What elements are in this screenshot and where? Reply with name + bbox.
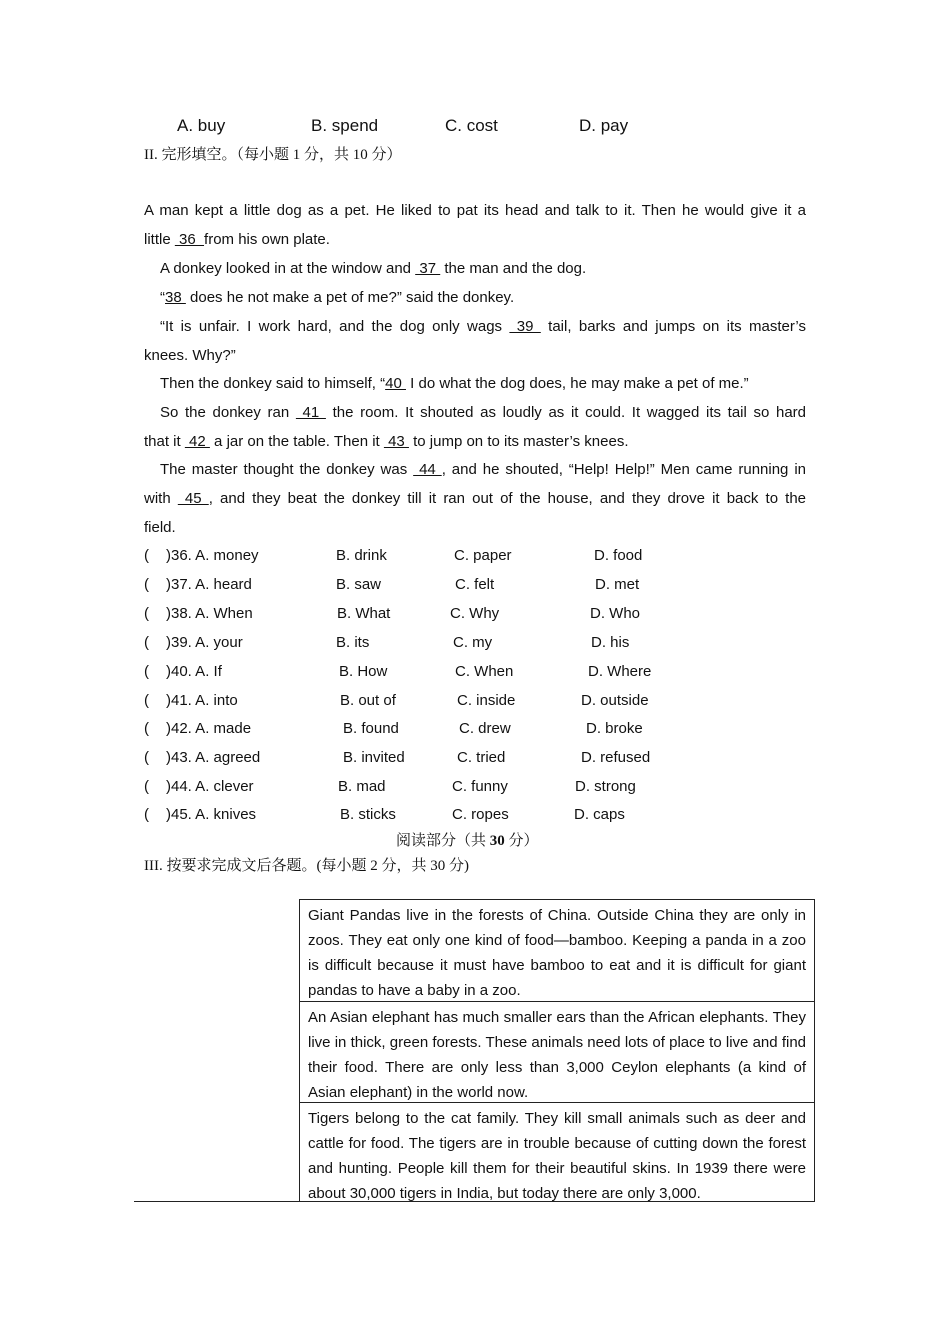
text: to jump on to its master’s knees. — [408, 432, 629, 450]
text: 分） — [504, 833, 539, 849]
table-cell-elephant: An Asian elephant has much smaller ears than the African elephants. They live in thick, green forests. These animals need lots of place to live and find their food. There are only less than 3,000 Ceylon elephants (a kind of Asian elephant) in the world now. — [299, 1001, 815, 1103]
section-3-heading: III. 按要求完成文后各题。(每小题 2 分，共 30 分) — [144, 858, 469, 874]
question-option-c[interactable]: C. ropes — [452, 806, 509, 823]
answer-paren[interactable]: ( — [144, 749, 149, 766]
paragraph-7-line-1 — [144, 456, 806, 485]
paragraph-4 — [144, 313, 806, 371]
blank-38[interactable]: 38 — [165, 289, 186, 306]
answer-paren[interactable]: ( — [144, 778, 149, 795]
text: does he not make a pet of me?” said the donkey. — [185, 289, 515, 306]
answer-paren[interactable]: ( — [144, 605, 149, 622]
question-option-c[interactable]: C. felt — [455, 576, 495, 593]
question-row — [144, 720, 806, 742]
option-c[interactable]: C. cost — [445, 116, 498, 135]
blank-43[interactable]: 43 — [383, 432, 409, 450]
question-option-d[interactable]: D. food — [594, 547, 643, 564]
question-option-a[interactable]: )38. A. When — [166, 605, 253, 622]
answer-paren[interactable]: ( — [144, 663, 149, 680]
answer-paren[interactable]: ( — [144, 806, 149, 823]
question-option-a[interactable]: )41. A. into — [166, 692, 238, 709]
paragraph-7-line-3: field. — [144, 518, 176, 536]
question-option-b[interactable]: B. sticks — [340, 806, 396, 823]
text: the man and the dog. — [440, 260, 587, 277]
question-row — [144, 634, 806, 656]
question-row — [144, 605, 806, 627]
option-b[interactable]: B. spend — [311, 116, 379, 135]
paragraph-5 — [144, 370, 806, 399]
question-option-c[interactable]: C. funny — [452, 778, 508, 795]
table-bottom-rule — [134, 1201, 300, 1202]
paragraph-4-line-2: knees. Why?” — [144, 346, 236, 364]
paragraph-7 — [144, 456, 806, 542]
question-option-c[interactable]: C. Why — [450, 605, 500, 622]
question-option-c[interactable]: C. When — [455, 663, 514, 680]
answer-paren[interactable]: ( — [144, 547, 149, 564]
text: a jar on the table. Then it — [209, 432, 384, 450]
question-option-b[interactable]: B. its — [336, 634, 370, 651]
paragraph-1 — [144, 197, 806, 255]
text: that it — [144, 432, 185, 450]
question-row — [144, 806, 806, 828]
question-option-d[interactable]: D. caps — [574, 806, 625, 823]
blank-42[interactable]: 42 — [184, 432, 210, 450]
paragraph-6-line-1 — [144, 399, 806, 428]
text: with — [144, 489, 178, 507]
question-option-d[interactable]: D. Who — [590, 605, 641, 622]
question-row — [144, 576, 806, 598]
blank-44[interactable]: 44 — [413, 461, 442, 478]
question-option-a[interactable]: )42. A. made — [166, 720, 252, 737]
table-cell-tiger: Tigers belong to the cat family. They kill small animals such as deer and cattle for food. The tigers are in trouble because of cutting down the forest and hunting. People kill them for their beautiful skins. In 1939 there were about 30,000 tigers in India, but today there are only 3,000. — [299, 1102, 815, 1202]
text: So the donkey ran — [160, 404, 296, 421]
text: The master thought the donkey was — [160, 461, 414, 478]
answer-paren[interactable]: ( — [144, 634, 149, 651]
blank-45[interactable]: 45 — [177, 489, 209, 507]
text: tail, barks and jumps on its master’s — [540, 318, 806, 335]
paragraph-6-line-2 — [144, 428, 806, 457]
question-option-b[interactable]: B. saw — [336, 576, 382, 593]
text: “It is unfair. I work hard, and the dog only wags — [160, 318, 510, 335]
question-option-a[interactable]: )37. A. heard — [166, 576, 252, 593]
reading-section-title — [396, 829, 539, 850]
table-cell-panda: Giant Pandas live in the forests of China. Outside China they are only in zoos. They eat only one kind of food—bamboo. Keeping a panda in a zoo is difficult because it must have bamboo to eat and it is difficult for giant pandas to have a baby in a zoo. — [299, 899, 815, 1002]
text: I do what the dog does, he may make a pet of me.” — [405, 375, 749, 392]
question-option-a[interactable]: )43. A. agreed — [166, 749, 261, 766]
answer-paren[interactable]: ( — [144, 576, 149, 593]
question-option-c[interactable]: C. inside — [457, 692, 516, 709]
blank-37[interactable]: 37 — [415, 260, 441, 277]
question-option-d[interactable]: D. his — [591, 634, 630, 651]
question-option-c[interactable]: C. drew — [459, 720, 511, 737]
text: 30 — [489, 833, 505, 849]
question-option-b[interactable]: B. How — [339, 663, 388, 680]
text: A donkey looked in at the window and — [160, 260, 416, 277]
blank-36[interactable]: 36 — [174, 230, 205, 248]
question-row — [144, 547, 806, 569]
question-option-b[interactable]: B. invited — [343, 749, 405, 766]
option-a[interactable]: A. buy — [177, 116, 226, 135]
text: , and he shouted, “Help! Help!” Men came running in — [441, 461, 806, 478]
option-d[interactable]: D. pay — [579, 116, 629, 135]
paragraph-1-line-1: A man kept a little dog as a pet. He liked to pat its head and talk to it. Then he would give it a — [144, 202, 806, 219]
question-option-d[interactable]: D. refused — [581, 749, 651, 766]
question-row — [144, 778, 806, 800]
text: 阅读部分（共 — [396, 833, 490, 849]
paragraph-2 — [144, 255, 806, 284]
paragraph-1-line-2 — [144, 226, 806, 255]
blank-39[interactable]: 39 — [509, 318, 541, 335]
question-row — [144, 749, 806, 771]
question-option-b[interactable]: B. found — [343, 720, 399, 737]
paragraph-3 — [144, 284, 806, 313]
answer-paren[interactable]: ( — [144, 720, 149, 737]
paragraph-6 — [144, 399, 806, 457]
question-option-a[interactable]: )45. A. knives — [166, 806, 257, 823]
text: “ — [160, 289, 165, 306]
question-option-d[interactable]: D. Where — [588, 663, 652, 680]
question-option-c[interactable]: C. tried — [457, 749, 506, 766]
question-option-b[interactable]: B. What — [337, 605, 391, 622]
question-option-c[interactable]: C. my — [453, 634, 493, 651]
question-option-c[interactable]: C. paper — [454, 547, 512, 564]
blank-41[interactable]: 41 — [295, 404, 326, 421]
question-row — [144, 692, 806, 714]
text: , and they beat the donkey till it ran out of the house, and they drove it back to the — [208, 489, 807, 507]
section-2-heading: II. 完形填空。（每小题 1 分，共 10 分） — [144, 147, 402, 163]
question-option-d[interactable]: D. broke — [586, 720, 643, 737]
question-option-d[interactable]: D. met — [595, 576, 640, 593]
paragraph-4-line-1 — [144, 313, 806, 342]
question-option-b[interactable]: B. mad — [338, 778, 386, 795]
question-option-a[interactable]: )39. A. your — [166, 634, 243, 651]
answer-paren[interactable]: ( — [144, 692, 149, 709]
text: from his own plate. — [204, 230, 330, 248]
text: the room. It shouted as loudly as it could. It wagged its tail so hard — [325, 404, 807, 421]
question-option-b[interactable]: B. out of — [340, 692, 396, 709]
question-option-a[interactable]: )40. A. If — [166, 663, 222, 680]
question-option-a[interactable]: )36. A. money — [166, 547, 259, 564]
text: little — [144, 230, 175, 248]
question-option-b[interactable]: B. drink — [336, 547, 387, 564]
question-option-d[interactable]: D. strong — [575, 778, 636, 795]
text: Then the donkey said to himself, “ — [160, 375, 386, 392]
blank-40[interactable]: 40 — [385, 375, 406, 392]
question-option-a[interactable]: )44. A. clever — [166, 778, 254, 795]
paragraph-7-line-2 — [144, 485, 806, 514]
question-row — [144, 663, 806, 685]
question-option-d[interactable]: D. outside — [581, 692, 649, 709]
